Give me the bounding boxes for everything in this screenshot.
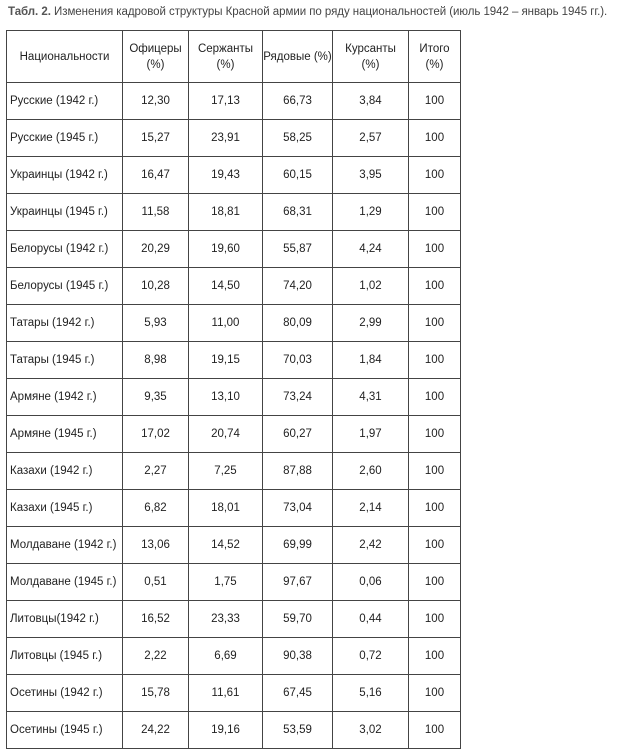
header-sergeants: [189, 31, 263, 83]
cell-privates: 69,99: [263, 527, 333, 564]
cell-sergeants: 20,74: [189, 416, 263, 453]
cell-officers: 0,51: [123, 564, 189, 601]
cell-sergeants: 23,33: [189, 601, 263, 638]
cell-privates: 59,70: [263, 601, 333, 638]
cell-privates: 70,03: [263, 342, 333, 379]
cell-nationality: Белорусы (1945 г.): [7, 268, 123, 305]
cell-nationality: Украинцы (1942 г.): [7, 157, 123, 194]
cell-privates: 74,20: [263, 268, 333, 305]
cell-privates: 60,27: [263, 416, 333, 453]
cell-cadets: 1,29: [333, 194, 409, 231]
cell-officers: 16,52: [123, 601, 189, 638]
table-row: [7, 268, 461, 305]
header-privates: [263, 31, 333, 83]
cell-cadets: 0,72: [333, 638, 409, 675]
cell-privates: 55,87: [263, 231, 333, 268]
cell-sergeants: 14,50: [189, 268, 263, 305]
cell-sergeants: 18,81: [189, 194, 263, 231]
header-label-line: (%): [361, 58, 380, 71]
cell-cadets: 0,06: [333, 564, 409, 601]
cell-nationality: Татары (1942 г.): [7, 305, 123, 342]
cell-cadets: 2,99: [333, 305, 409, 342]
header-total: [409, 31, 461, 83]
cell-sergeants: 19,60: [189, 231, 263, 268]
cell-officers: 5,93: [123, 305, 189, 342]
table-row: [7, 157, 461, 194]
cell-privates: 87,88: [263, 453, 333, 490]
table-row: [7, 120, 461, 157]
cell-cadets: 1,97: [333, 416, 409, 453]
nationalities-table: [6, 30, 461, 749]
cell-nationality: Казахи (1942 г.): [7, 453, 123, 490]
header-label-line: Итого: [419, 42, 450, 55]
cell-sergeants: 1,75: [189, 564, 263, 601]
cell-officers: 12,30: [123, 83, 189, 120]
cell-cadets: 4,31: [333, 379, 409, 416]
cell-sergeants: 7,25: [189, 453, 263, 490]
cell-nationality: Русские (1942 г.): [7, 83, 123, 120]
cell-cadets: 0,44: [333, 601, 409, 638]
table-caption: [8, 6, 638, 18]
cell-nationality: Казахи (1945 г.): [7, 490, 123, 527]
cell-privates: 73,24: [263, 379, 333, 416]
cell-cadets: 1,84: [333, 342, 409, 379]
cell-total: 100: [409, 157, 461, 194]
cell-cadets: 5,16: [333, 675, 409, 712]
cell-privates: 90,38: [263, 638, 333, 675]
cell-officers: 24,22: [123, 712, 189, 749]
cell-privates: 66,73: [263, 83, 333, 120]
table-body: [7, 83, 461, 749]
cell-cadets: 1,02: [333, 268, 409, 305]
cell-officers: 8,98: [123, 342, 189, 379]
cell-total: 100: [409, 638, 461, 675]
cell-privates: 73,04: [263, 490, 333, 527]
table-row: [7, 231, 461, 268]
caption-label: Табл. 2.: [8, 6, 51, 18]
table-row: [7, 527, 461, 564]
header-label-line: (%): [216, 58, 235, 71]
header-label-line: (%): [425, 58, 444, 71]
header-officers: [123, 31, 189, 83]
cell-officers: 6,82: [123, 490, 189, 527]
cell-sergeants: 17,13: [189, 83, 263, 120]
caption-text: Изменения кадровой структуры Красной армии по ряду национальностей (июль 1942 – январь 1945 гг.).: [54, 6, 608, 18]
cell-officers: 16,47: [123, 157, 189, 194]
cell-nationality: Татары (1945 г.): [7, 342, 123, 379]
cell-total: 100: [409, 305, 461, 342]
header-cadets: [333, 31, 409, 83]
cell-officers: 15,27: [123, 120, 189, 157]
cell-officers: 10,28: [123, 268, 189, 305]
header-label-line: Сержанты: [197, 42, 254, 55]
table-row: [7, 83, 461, 120]
cell-officers: 9,35: [123, 379, 189, 416]
header-label-line: Курсанты: [345, 42, 396, 55]
cell-total: 100: [409, 342, 461, 379]
table-row: [7, 379, 461, 416]
cell-privates: 53,59: [263, 712, 333, 749]
cell-nationality: Молдаване (1945 г.): [7, 564, 123, 601]
header-nationality: [7, 31, 123, 83]
cell-officers: 20,29: [123, 231, 189, 268]
cell-cadets: 2,42: [333, 527, 409, 564]
cell-cadets: 2,14: [333, 490, 409, 527]
cell-nationality: Литовцы(1942 г.): [7, 601, 123, 638]
cell-nationality: Осетины (1942 г.): [7, 675, 123, 712]
table-row: [7, 712, 461, 749]
table-row: [7, 675, 461, 712]
cell-officers: 15,78: [123, 675, 189, 712]
cell-total: 100: [409, 490, 461, 527]
cell-total: 100: [409, 120, 461, 157]
cell-total: 100: [409, 675, 461, 712]
cell-sergeants: 13,10: [189, 379, 263, 416]
cell-sergeants: 19,15: [189, 342, 263, 379]
cell-privates: 97,67: [263, 564, 333, 601]
cell-nationality: Украинцы (1945 г.): [7, 194, 123, 231]
cell-sergeants: 11,61: [189, 675, 263, 712]
cell-nationality: Осетины (1945 г.): [7, 712, 123, 749]
header-label-line: Рядовые (%): [263, 50, 332, 63]
cell-cadets: 2,60: [333, 453, 409, 490]
cell-sergeants: 14,52: [189, 527, 263, 564]
table-row: [7, 342, 461, 379]
cell-privates: 68,31: [263, 194, 333, 231]
header-label-line: (%): [146, 58, 165, 71]
cell-cadets: 3,84: [333, 83, 409, 120]
table-header-row: [7, 31, 461, 83]
cell-privates: 67,45: [263, 675, 333, 712]
cell-nationality: Русские (1945 г.): [7, 120, 123, 157]
table-row: [7, 564, 461, 601]
cell-cadets: 3,02: [333, 712, 409, 749]
header-label-line: Офицеры: [129, 42, 182, 55]
cell-privates: 80,09: [263, 305, 333, 342]
cell-officers: 2,22: [123, 638, 189, 675]
cell-cadets: 2,57: [333, 120, 409, 157]
cell-sergeants: 18,01: [189, 490, 263, 527]
cell-officers: 2,27: [123, 453, 189, 490]
cell-total: 100: [409, 379, 461, 416]
cell-nationality: Белорусы (1942 г.): [7, 231, 123, 268]
cell-sergeants: 11,00: [189, 305, 263, 342]
cell-privates: 58,25: [263, 120, 333, 157]
cell-nationality: Литовцы (1945 г.): [7, 638, 123, 675]
cell-sergeants: 23,91: [189, 120, 263, 157]
cell-total: 100: [409, 416, 461, 453]
cell-nationality: Армяне (1942 г.): [7, 379, 123, 416]
cell-total: 100: [409, 194, 461, 231]
cell-nationality: Армяне (1945 г.): [7, 416, 123, 453]
cell-total: 100: [409, 231, 461, 268]
header-label-line: Национальности: [19, 50, 110, 63]
cell-total: 100: [409, 453, 461, 490]
cell-sergeants: 19,43: [189, 157, 263, 194]
cell-total: 100: [409, 83, 461, 120]
cell-officers: 13,06: [123, 527, 189, 564]
table-row: [7, 490, 461, 527]
cell-nationality: Молдаване (1942 г.): [7, 527, 123, 564]
cell-cadets: 3,95: [333, 157, 409, 194]
cell-total: 100: [409, 527, 461, 564]
cell-sergeants: 6,69: [189, 638, 263, 675]
cell-total: 100: [409, 712, 461, 749]
table-row: [7, 194, 461, 231]
cell-sergeants: 19,16: [189, 712, 263, 749]
cell-officers: 11,58: [123, 194, 189, 231]
cell-officers: 17,02: [123, 416, 189, 453]
table-row: [7, 416, 461, 453]
table-row: [7, 453, 461, 490]
cell-total: 100: [409, 601, 461, 638]
cell-total: 100: [409, 268, 461, 305]
cell-cadets: 4,24: [333, 231, 409, 268]
cell-total: 100: [409, 564, 461, 601]
cell-privates: 60,15: [263, 157, 333, 194]
table-row: [7, 638, 461, 675]
table-row: [7, 305, 461, 342]
table-row: [7, 601, 461, 638]
